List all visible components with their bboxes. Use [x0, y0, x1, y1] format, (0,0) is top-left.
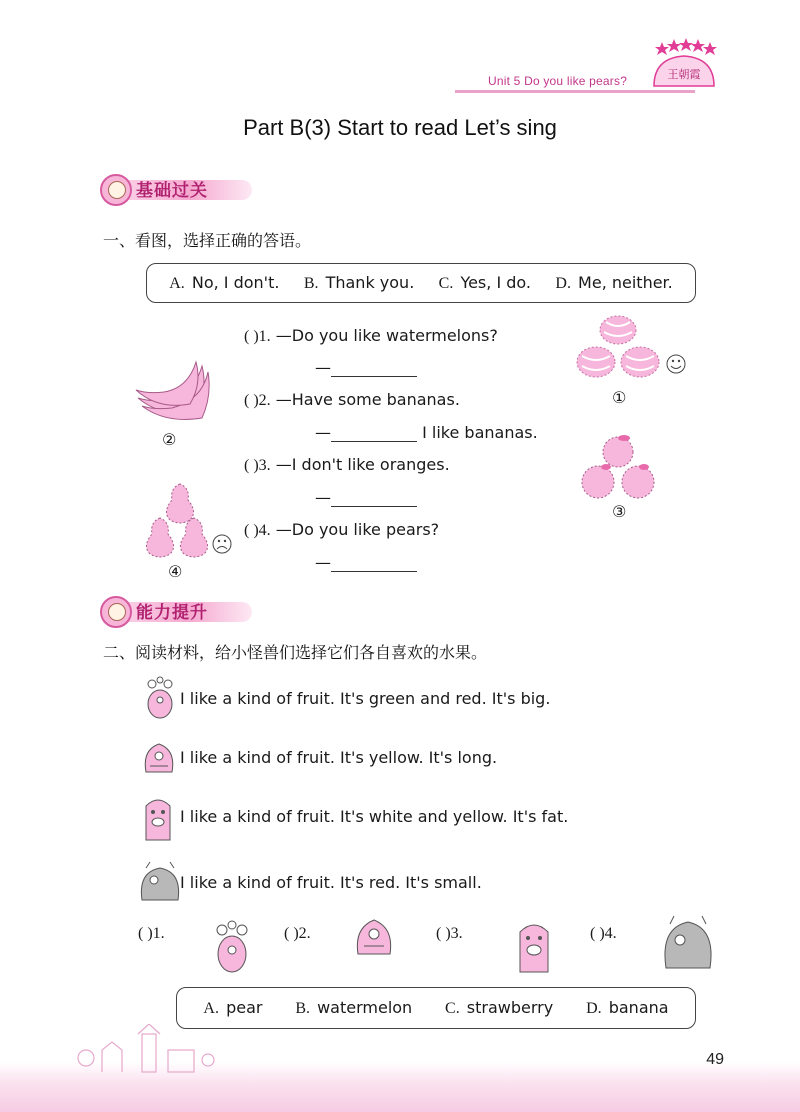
answer-paren[interactable]: ( ): [590, 925, 605, 942]
options-box-1: [146, 263, 696, 303]
option-d: D. Me, neither.: [555, 273, 673, 292]
exercise-1-answer-2: — I like bananas.: [315, 423, 538, 442]
answer-monster-2-icon: [352, 916, 396, 958]
exercise-1-item-4: ( )4. —Do you like pears?: [244, 520, 440, 539]
section-heading-improve: 能力提升: [100, 596, 260, 626]
answer-monster-3-icon: [514, 918, 554, 974]
exercise-1-item-1: ( )1. —Do you like watermelons?: [244, 326, 498, 345]
answer-blank[interactable]: [331, 492, 417, 507]
answer-blank[interactable]: [331, 362, 417, 377]
girl-avatar-icon: [100, 174, 132, 206]
svg-text:王朝霞: 王朝霞: [667, 68, 701, 81]
picture-label-2: ②: [162, 430, 177, 449]
answer-paren[interactable]: ( ): [244, 328, 259, 345]
answer-paren[interactable]: ( ): [244, 522, 259, 539]
answer-blank[interactable]: [331, 557, 417, 572]
option-a: A. pear: [203, 998, 263, 1017]
bananas-icon: [132, 360, 216, 426]
exercise-2-answer-3: ( )3.: [436, 925, 463, 942]
answer-monster-1-icon: [212, 920, 252, 976]
answer-paren[interactable]: ( ): [244, 457, 259, 474]
monster-4-icon: [138, 860, 182, 904]
boy-avatar-icon: [100, 596, 132, 628]
answer-paren[interactable]: ( ): [436, 925, 451, 942]
page-title: Part B(3) Start to read Let’s sing: [243, 115, 557, 140]
monster-3-icon: [140, 794, 176, 842]
exercise-2-answer-1: ( )1.: [138, 925, 165, 942]
answer-blank[interactable]: [331, 427, 417, 442]
oranges-icon: [578, 432, 658, 502]
question-2-instruction: 二、阅读材料，给小怪兽们选择它们各自喜欢的水果。: [103, 643, 488, 662]
exercise-1-item-2: ( )2. —Have some bananas.: [244, 390, 460, 409]
option-c: C. strawberry: [445, 998, 554, 1017]
answer-paren[interactable]: ( ): [284, 925, 299, 942]
question-1-instruction: 一、看图，选择正确的答语。: [103, 231, 312, 250]
option-a: A. No, I don't.: [169, 273, 280, 292]
monster-2-icon: [140, 740, 178, 776]
exercise-1-item-3: ( )3. —I don't like oranges.: [244, 455, 450, 474]
option-b: B. Thank you.: [303, 273, 415, 292]
monster-statement-4: I like a kind of fruit. It's red. It's small.: [180, 873, 482, 892]
monster-statement-1: I like a kind of fruit. It's green and red. It's big.: [180, 689, 551, 708]
exercise-2-answer-4: ( )4.: [590, 925, 617, 942]
option-d: D. banana: [586, 998, 669, 1017]
option-c: C. Yes, I do.: [438, 273, 531, 292]
pears-sad-icon: [140, 478, 236, 560]
answer-monster-4-icon: [660, 912, 716, 972]
unit-label: Unit 5 Do you like pears?: [488, 74, 628, 88]
castle-decoration-icon: [72, 1024, 222, 1074]
option-b: B. watermelon: [295, 998, 413, 1017]
exercise-1-answer-1: —: [315, 358, 417, 377]
picture-label-4: ④: [168, 562, 183, 581]
picture-label-3: ③: [612, 502, 627, 521]
monster-statement-3: I like a kind of fruit. It's white and yellow. It's fat.: [180, 807, 569, 826]
exercise-1-answer-3: —: [315, 488, 417, 507]
answer-paren[interactable]: ( ): [244, 392, 259, 409]
header-logo: [648, 36, 720, 94]
page-number: 49: [706, 1051, 724, 1068]
exercise-2-answer-2: ( )2.: [284, 925, 311, 942]
options-box-2: [176, 987, 696, 1029]
answer-paren[interactable]: ( ): [138, 925, 153, 942]
section-heading-basic: 基础过关: [100, 174, 260, 204]
header-divider: [455, 90, 695, 93]
watermelons-happy-icon: [574, 312, 694, 384]
picture-label-1: ①: [612, 388, 627, 407]
exercise-1-answer-4: —: [315, 553, 417, 572]
monster-statement-2: I like a kind of fruit. It's yellow. It's long.: [180, 748, 498, 767]
monster-1-icon: [142, 676, 178, 722]
